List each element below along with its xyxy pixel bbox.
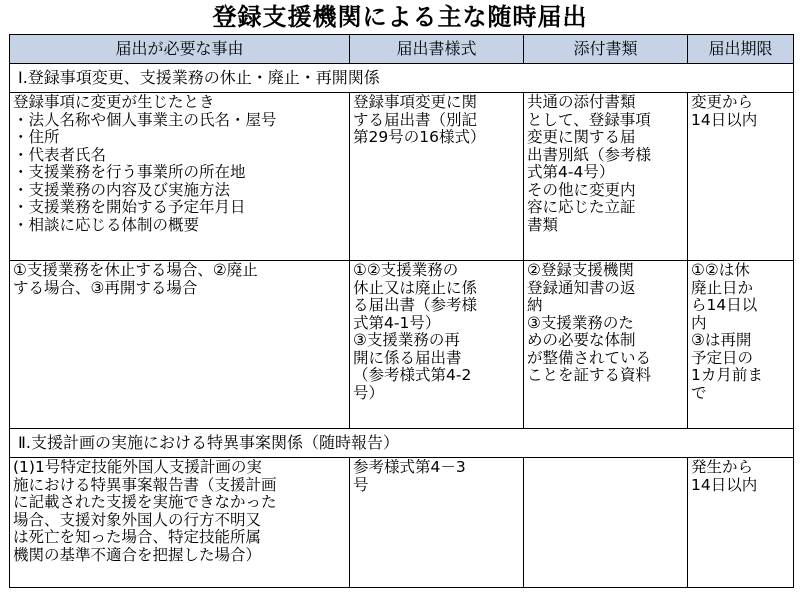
cell-line: ・代表者氏名 <box>13 145 107 164</box>
cell-line: 登録通知書の返 <box>527 278 636 297</box>
cell-line: (1)1号特定技能外国人支援計画の実 <box>13 458 262 476</box>
cell-line: 1カ月前ま <box>691 366 763 384</box>
cell-line: 書類 <box>527 215 559 234</box>
cell-line: ・相談に応じる体制の概要 <box>13 215 200 234</box>
cell-line: に記載された支援を実施できなかった <box>13 493 277 511</box>
cell-line: ・支援業務の内容及び実施方法 <box>13 180 231 199</box>
cell-line: 共通の添付書類 <box>527 93 636 111</box>
cell-line: ③は再開 <box>691 331 752 349</box>
cell-line: る届出書（参考様 <box>353 296 478 314</box>
cell-line: ③支援業務の再 <box>353 331 460 349</box>
cell-line: 登録事項に変更が生じたとき <box>13 93 215 111</box>
cell-line: ら14日以 <box>691 296 758 314</box>
section-1-label: Ⅰ.登録事項変更、支援業務の休止・廃止・再開関係 <box>10 64 794 93</box>
deadline-cell <box>688 458 794 588</box>
cell-line: ・支援業務を行う事業所の所在地 <box>13 163 246 181</box>
cell-line: 開に係る届出書 <box>353 348 462 367</box>
table-row <box>10 93 794 261</box>
cell-line: 内 <box>691 313 707 332</box>
cell-line: は死亡を知った場合、特定技能所属 <box>13 528 262 546</box>
section-2-label: Ⅱ.支援計画の実施における特異事案関係（随時報告） <box>10 429 794 458</box>
deadline-cell <box>688 93 794 261</box>
cell-line: 廃止日か <box>691 278 754 297</box>
cell-line: ①支援業務を休止する場合、②廃止 <box>13 261 258 279</box>
cell-line: ③支援業務のた <box>527 313 634 332</box>
cell-line: 機関の基準不適合を把握した場合） <box>13 545 262 564</box>
section-row <box>10 429 794 458</box>
cell-line: 場合、支援対象外国人の行方不明又 <box>13 510 262 529</box>
cell-line: 施における特異事案報告書（支援計画 <box>13 475 277 494</box>
cell-line: ①②は休 <box>691 261 750 279</box>
header-form: 届出書様式 <box>350 35 524 64</box>
cell-line: 出書別紙（参考様 <box>527 145 652 164</box>
cell-line: 納 <box>527 296 543 314</box>
cell-line: が整備されている <box>527 348 652 367</box>
cell-line: 容に応じた立証 <box>527 198 636 216</box>
attachments-cell <box>524 458 688 588</box>
attachments-cell <box>524 261 688 429</box>
cell-line: 休止又は廃止に係 <box>353 278 478 297</box>
cell-line: で <box>691 383 707 402</box>
cell-line: めの必要な体制 <box>527 331 636 349</box>
cell-line: （参考様式第4-2 <box>353 366 472 384</box>
form-cell <box>350 93 524 261</box>
cell-line: ②登録支援機関 <box>527 261 634 279</box>
page-title: 登録支援機関による主な随時届出 <box>212 3 588 31</box>
cell-line: として、登録事項 <box>527 110 651 129</box>
cell-line: その他に変更内 <box>527 180 636 199</box>
header-reason: 届出が必要な事由 <box>10 35 350 64</box>
reason-cell <box>10 261 350 429</box>
cell-line: 14日以内 <box>691 110 758 129</box>
header-attachments: 添付書類 <box>524 35 688 64</box>
table-row <box>10 458 794 588</box>
table-header-row <box>10 35 794 64</box>
cell-line: ・住所 <box>13 128 60 146</box>
cell-line: 登録事項変更に関 <box>353 93 478 111</box>
cell-line: する場合、③再開する場合 <box>13 278 198 297</box>
cell-line: ことを証する資料 <box>527 366 652 384</box>
deadline-cell <box>688 261 794 429</box>
header-deadline: 届出期限 <box>688 35 794 64</box>
cell-line: 変更から <box>691 93 754 111</box>
reason-cell <box>10 458 350 588</box>
form-cell <box>350 261 524 429</box>
cell-line: 号） <box>353 383 385 402</box>
cell-line: 参考様式第4－3 <box>353 458 466 476</box>
reason-cell <box>10 93 350 261</box>
table-row <box>10 261 794 429</box>
cell-line: 14日以内 <box>691 475 758 494</box>
section-row <box>10 64 794 93</box>
cell-line: 式第4-4号） <box>527 163 615 181</box>
cell-line: 号 <box>353 475 369 494</box>
cell-line: ・支援業務を開始する予定年月日 <box>13 198 246 216</box>
cell-line: 発生から <box>691 458 754 476</box>
cell-line: する届出書（別記 <box>353 110 478 129</box>
attachments-cell <box>524 93 688 261</box>
cell-line: 第29号の16様式） <box>353 128 486 146</box>
cell-line: ①②支援業務の <box>353 261 459 279</box>
cell-line: 式第4-1号） <box>353 313 441 332</box>
form-cell <box>350 458 524 588</box>
notification-table <box>9 34 794 588</box>
cell-line: 予定日の <box>691 348 754 367</box>
cell-line: ・法人名称や個人事業主の氏名・屋号 <box>13 110 277 129</box>
cell-line: 変更に関する届 <box>527 128 636 146</box>
